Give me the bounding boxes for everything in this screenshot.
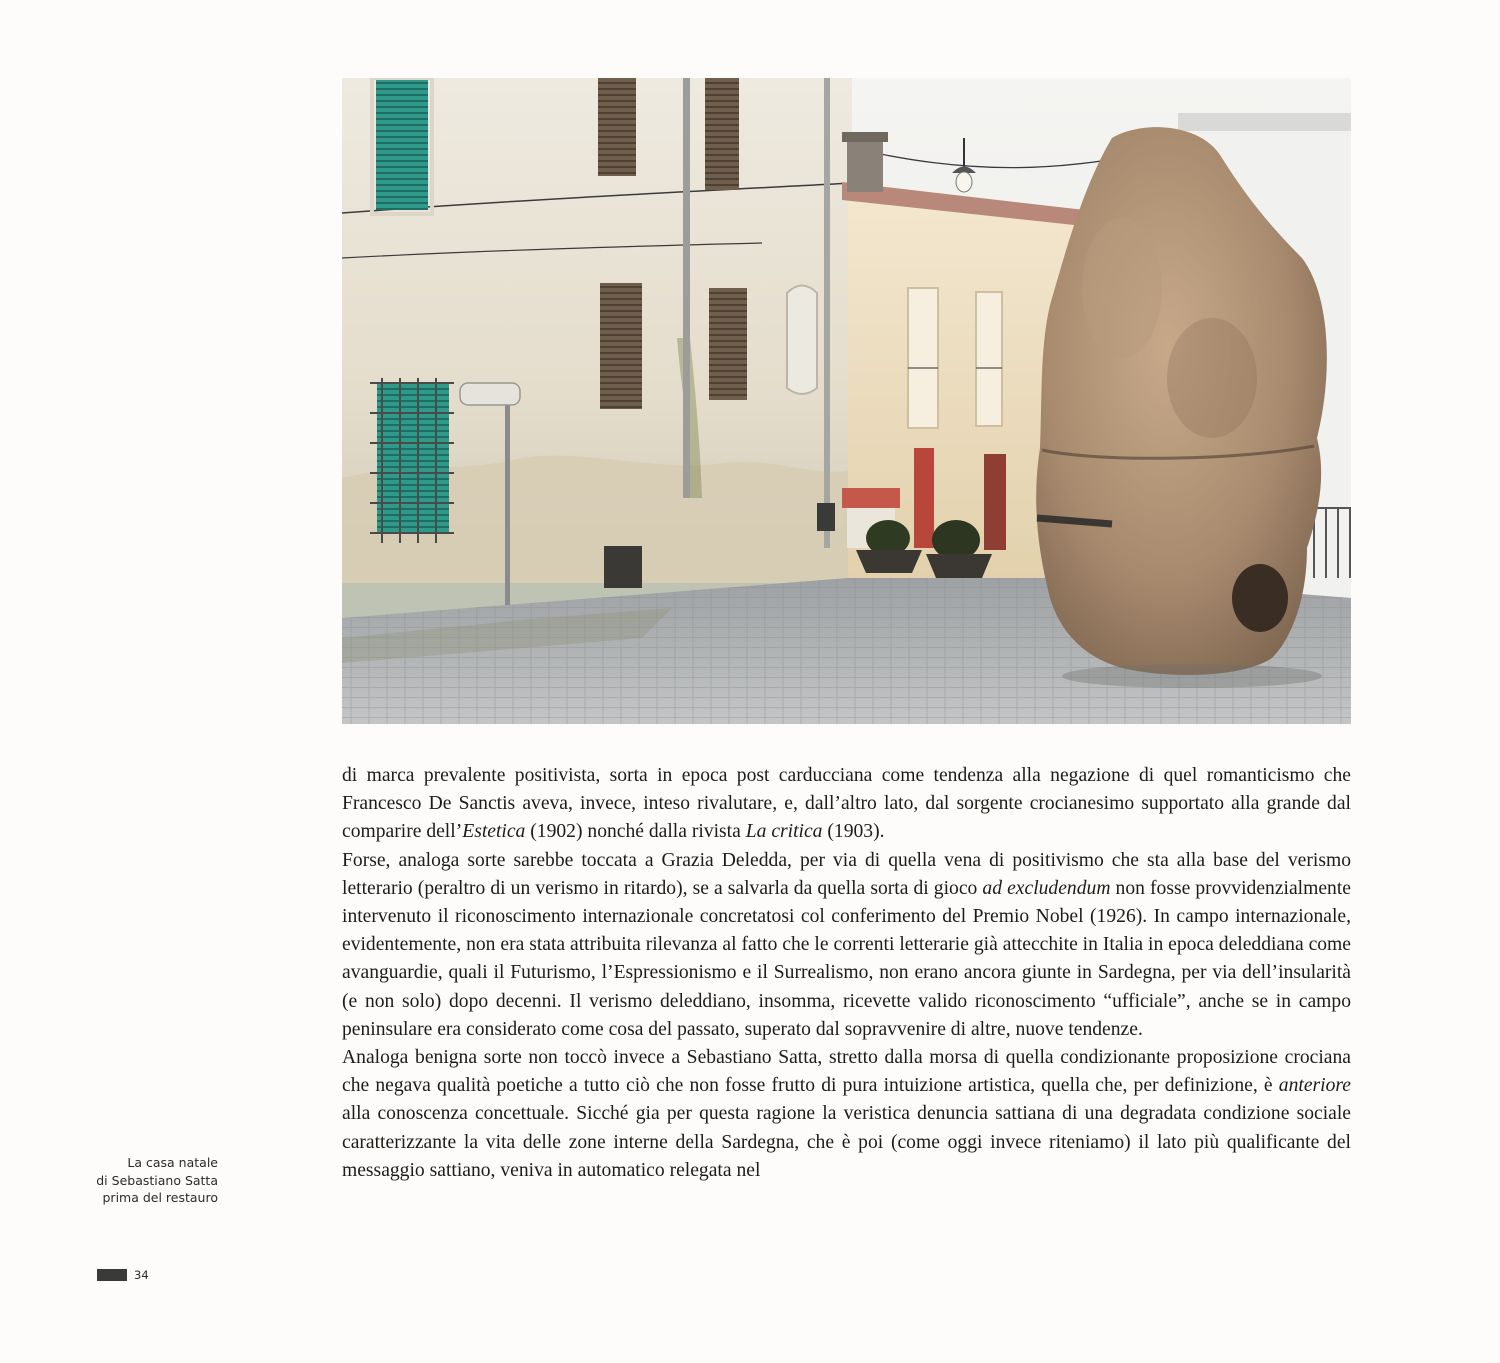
italic-title: La critica <box>745 821 823 843</box>
street-scene-photo <box>342 78 1351 724</box>
paragraph <box>342 762 1351 847</box>
folio-bar <box>97 1269 127 1281</box>
caption-line: di Sebastiano Satta <box>96 1172 218 1188</box>
paragraph <box>342 1044 1351 1185</box>
italic-title: Estetica <box>462 821 526 843</box>
text-segment: (1903). <box>822 821 885 843</box>
caption-line: prima del restauro <box>102 1190 218 1205</box>
text-segment: (1902) nonché dalla rivista <box>525 821 746 843</box>
photo-caption <box>60 1154 218 1207</box>
body-text <box>342 762 1351 1185</box>
page-number: 34 <box>134 1268 149 1282</box>
text-segment: di marca prevalente positivista, sorta in epoca post carducciana come tendenza alla negazione di quel romanticismo che Francesco De Sanctis aveva, invece, inteso rivalutare, e, dall’altro lato, dal sorgente crocianesimo supportato alla grande dal comparire dell’ <box>342 765 1351 843</box>
page-folio <box>97 1268 149 1282</box>
street-scene-photo-icon <box>342 78 1351 724</box>
italic-phrase: anteriore <box>1278 1075 1351 1097</box>
text-segment: Forse, analoga sorte sarebbe toccata a Grazia Deledda, per via di quella vena di positivismo che sta alla base del verismo letterario (peraltro di un verismo in ritardo), se a salvarla da quella sorta di gioco <box>342 849 1351 899</box>
text-segment: alla conoscenza concettuale. Sicché gia per questa ragione la veristica denuncia sattiana di una degradata condizione sociale caratterizzante la vita delle zone interne della Sardegna, che è poi (come oggi invece riteniamo) il lato più qualificante del messaggio sattiano, veniva in automatico relegata nel <box>342 1103 1351 1181</box>
text-segment: non fosse provvidenzialmente intervenuto il riconoscimento internazionale concretatosi col conferimento del Premio Nobel (1926). In campo internazionale, evidentemente, non era stata attribuita rilevanza al fatto che le correnti letterarie già attecchite in Italia in epoca deleddiana come avanguardie, quali il Futurismo, l’Espressionismo e il Surrealismo, non erano ancora giunte in Sardegna, per via dell’insularità (e non solo) dopo decenni. Il verismo deleddiano, insomma, ricevette valido riconoscimento “ufficiale”, anche se in campo peninsulare era considerato come cosa del passato, superato dal sopravvenire di altre, nuove tendenze. <box>342 877 1351 1040</box>
italic-phrase: ad excludendum <box>982 877 1111 899</box>
caption-line: La casa natale <box>127 1155 218 1170</box>
text-segment: Analoga benigna sorte non toccò invece a Sebastiano Satta, stretto dalla morsa di quella condizionante proposizione crociana che negava qualità poetiche a tutto ciò che non fosse frutto di pura intuizione artistica, quella che, per definizione, è <box>342 1047 1351 1097</box>
paragraph <box>342 847 1351 1044</box>
